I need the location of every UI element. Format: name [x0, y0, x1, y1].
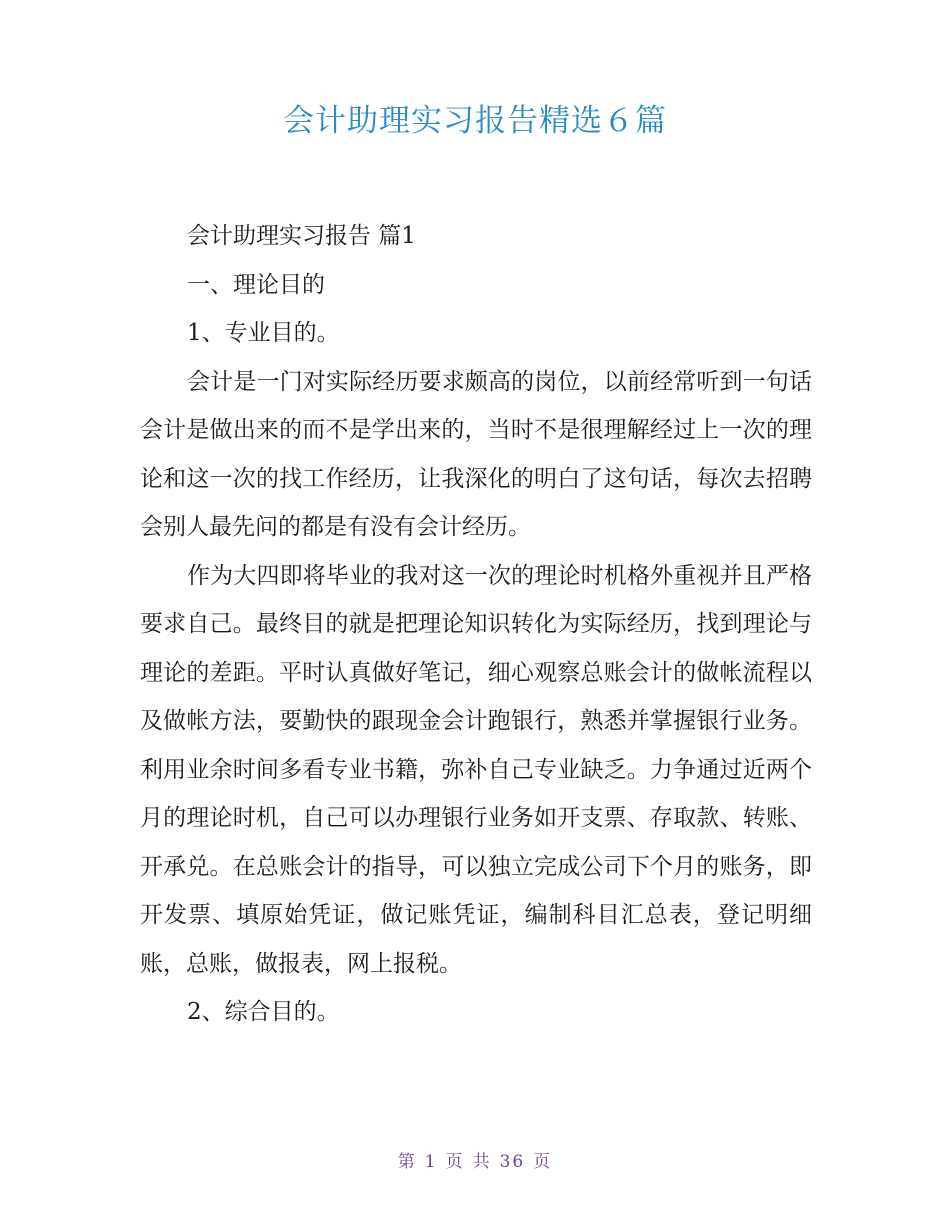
footer-current-page: 1 [424, 1152, 438, 1172]
section-heading: 会计助理实习报告 篇1 [187, 223, 416, 249]
page-number-footer [0, 1150, 950, 1174]
footer-label-total: 共 [472, 1152, 492, 1172]
footer-label-page: 第 [397, 1152, 417, 1172]
subsection-heading: 一、理论目的 [187, 271, 325, 298]
footer-label-unit-end: 页 [533, 1152, 553, 1172]
body-paragraph: 会计是一门对实际经历要求颇高的岗位，以前经常听到一句话会计是做出来的而不是学出来的，当时不是很理解经过上一次的理论和这一次的找工作经历，让我深化的明白了这句话，每次去招聘会别人最先问的都是有没有会计经历。 [140, 368, 812, 540]
document-body [140, 212, 812, 1037]
footer-label-unit: 页 [445, 1152, 465, 1172]
document-title: 会计助理实习报告精选６篇 [283, 103, 667, 139]
item-heading: 2、综合目的。 [187, 999, 340, 1025]
footer-total-pages: 36 [499, 1152, 526, 1172]
item-heading: 1、专业目的。 [187, 320, 340, 346]
body-paragraph: 作为大四即将毕业的我对这一次的理论时机格外重视并且严格要求自己。最终目的就是把理论知识转化为实际经历，找到理论与理论的差距。平时认真做好笔记，细心观察总账会计的做帐流程以及做帐方法，要勤快的跟现金会计跑银行，熟悉并掌握银行业务。利用业余时间多看专业书籍，弥补自己专业缺乏。力争通过近两个月的理论时机，自己可以办理银行业务如开支票、存取款、转账、开承兑。在总账会计的指导，可以独立完成公司下个月的账务，即开发票、填原始凭证，做记账凭证，编制科目汇总表，登记明细账，总账，做报表，网上报税。 [140, 562, 812, 977]
